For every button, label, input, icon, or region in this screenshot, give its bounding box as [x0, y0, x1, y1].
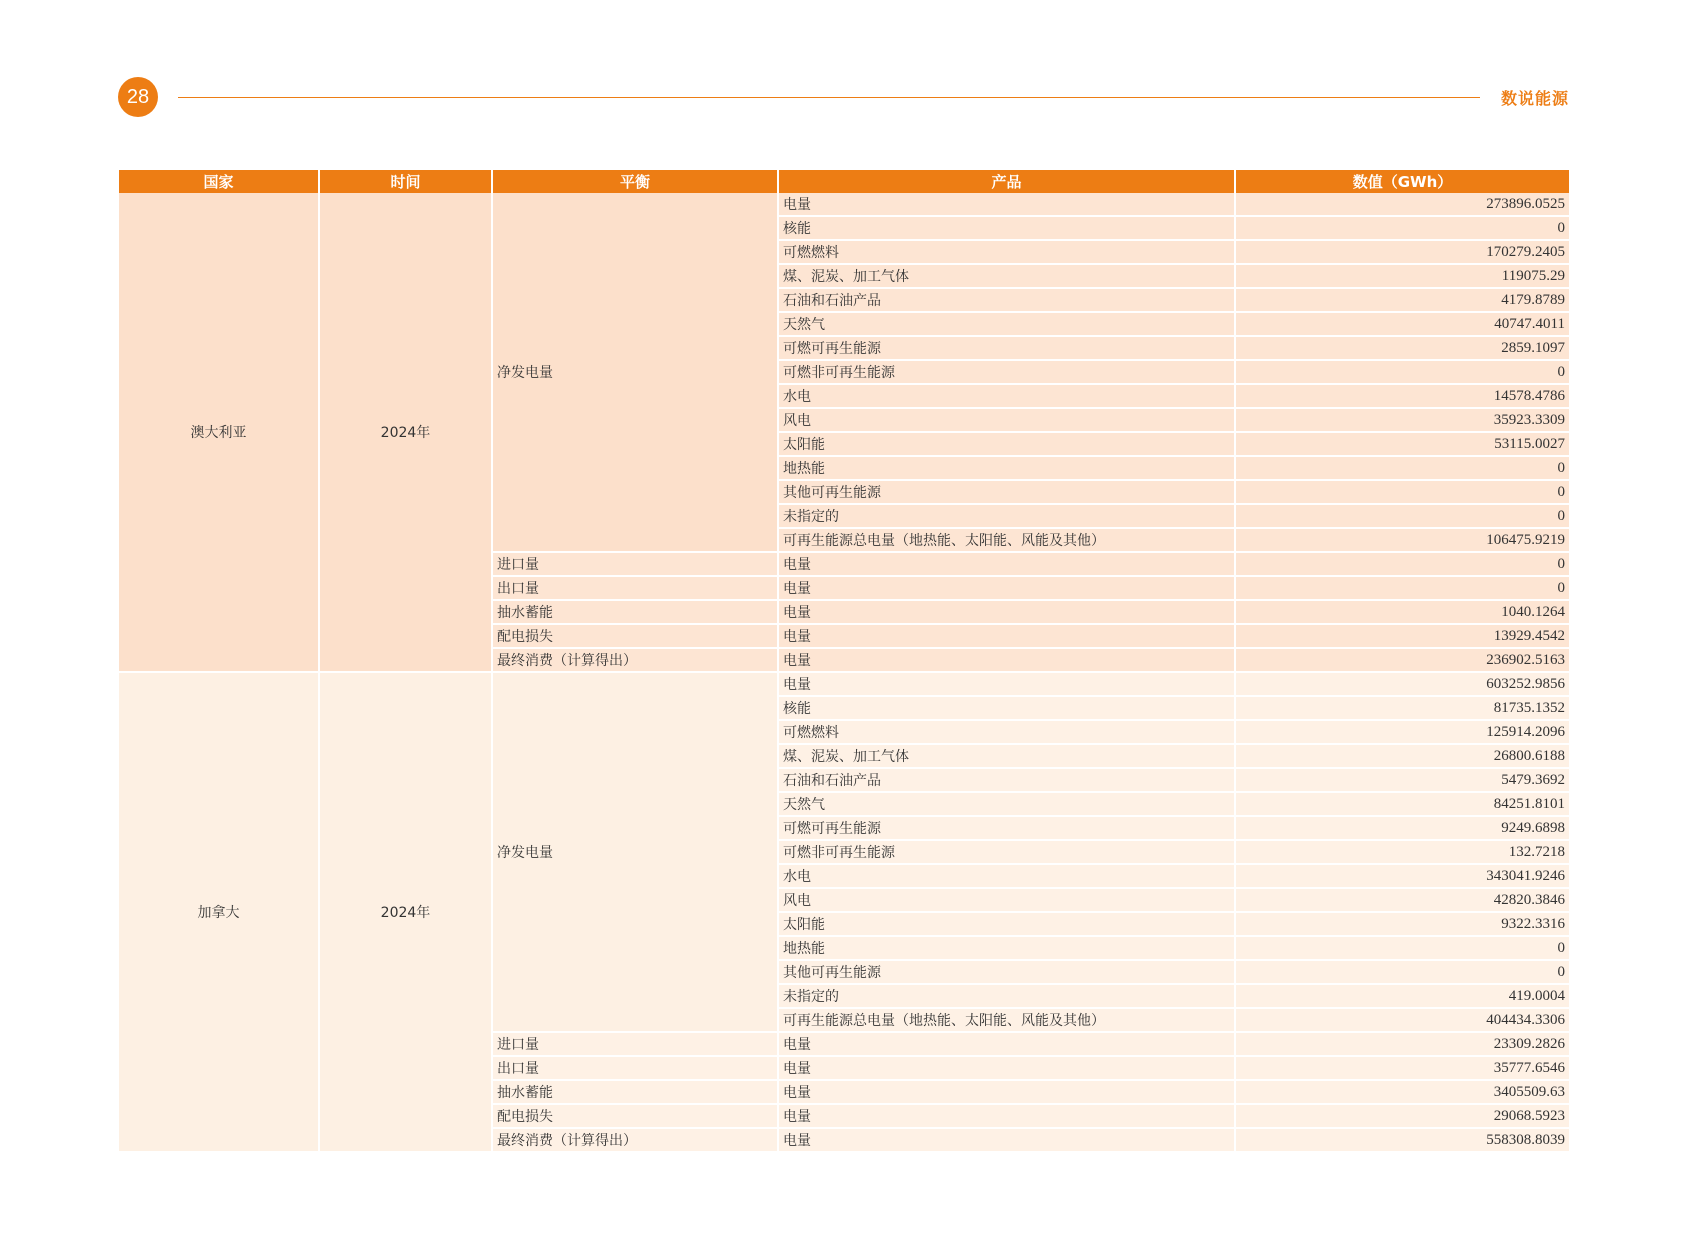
balance-cell: 净发电量	[492, 193, 778, 552]
product-cell: 核能	[778, 216, 1235, 240]
product-cell: 电量	[778, 1080, 1235, 1104]
value-cell: 0	[1235, 216, 1569, 240]
value-cell: 40747.4011	[1235, 312, 1569, 336]
balance-cell: 进口量	[492, 552, 778, 576]
value-cell: 35777.6546	[1235, 1056, 1569, 1080]
value-cell: 35923.3309	[1235, 408, 1569, 432]
product-cell: 电量	[778, 1104, 1235, 1128]
product-cell: 电量	[778, 552, 1235, 576]
product-cell: 电量	[778, 576, 1235, 600]
value-cell: 0	[1235, 480, 1569, 504]
value-cell: 419.0004	[1235, 984, 1569, 1008]
balance-cell: 抽水蓄能	[492, 1080, 778, 1104]
table-body	[119, 193, 1569, 1152]
value-cell: 2859.1097	[1235, 336, 1569, 360]
value-cell: 9322.3316	[1235, 912, 1569, 936]
value-cell: 273896.0525	[1235, 193, 1569, 216]
balance-cell: 配电损失	[492, 1104, 778, 1128]
time-cell: 2024年	[319, 193, 492, 672]
value-cell: 0	[1235, 552, 1569, 576]
table-row	[119, 193, 1569, 216]
product-cell: 电量	[778, 600, 1235, 624]
value-cell: 13929.4542	[1235, 624, 1569, 648]
section-title: 数说能源	[1500, 89, 1569, 108]
value-cell: 0	[1235, 576, 1569, 600]
balance-cell: 进口量	[492, 1032, 778, 1056]
balance-cell: 出口量	[492, 1056, 778, 1080]
product-cell: 电量	[778, 1056, 1235, 1080]
product-cell: 电量	[778, 624, 1235, 648]
product-cell: 电量	[778, 1032, 1235, 1056]
value-cell: 53115.0027	[1235, 432, 1569, 456]
time-cell: 2024年	[319, 672, 492, 1152]
balance-cell: 最终消费（计算得出）	[492, 648, 778, 672]
product-cell: 未指定的	[778, 504, 1235, 528]
value-cell: 42820.3846	[1235, 888, 1569, 912]
value-cell: 603252.9856	[1235, 672, 1569, 696]
value-cell: 125914.2096	[1235, 720, 1569, 744]
product-cell: 地热能	[778, 936, 1235, 960]
table-header-row	[119, 170, 1569, 193]
energy-balance-table	[119, 170, 1569, 1153]
product-cell: 可燃可再生能源	[778, 816, 1235, 840]
product-cell: 石油和石油产品	[778, 768, 1235, 792]
product-cell: 地热能	[778, 456, 1235, 480]
product-cell: 可燃可再生能源	[778, 336, 1235, 360]
product-cell: 可再生能源总电量（地热能、太阳能、风能及其他）	[778, 528, 1235, 552]
balance-cell: 抽水蓄能	[492, 600, 778, 624]
country-cell: 澳大利亚	[119, 193, 319, 672]
value-cell: 0	[1235, 936, 1569, 960]
product-cell: 天然气	[778, 312, 1235, 336]
product-cell: 天然气	[778, 792, 1235, 816]
page-number: 28	[118, 77, 158, 117]
country-cell: 加拿大	[119, 672, 319, 1152]
value-cell: 170279.2405	[1235, 240, 1569, 264]
value-cell: 119075.29	[1235, 264, 1569, 288]
value-cell: 9249.6898	[1235, 816, 1569, 840]
product-cell: 太阳能	[778, 432, 1235, 456]
value-cell: 3405509.63	[1235, 1080, 1569, 1104]
product-cell: 可再生能源总电量（地热能、太阳能、风能及其他）	[778, 1008, 1235, 1032]
balance-cell: 净发电量	[492, 672, 778, 1032]
value-cell: 236902.5163	[1235, 648, 1569, 672]
value-cell: 4179.8789	[1235, 288, 1569, 312]
value-cell: 26800.6188	[1235, 744, 1569, 768]
column-header-balance: 平衡	[492, 170, 778, 193]
balance-cell: 出口量	[492, 576, 778, 600]
value-cell: 23309.2826	[1235, 1032, 1569, 1056]
product-cell: 电量	[778, 1128, 1235, 1152]
product-cell: 石油和石油产品	[778, 288, 1235, 312]
balance-cell: 配电损失	[492, 624, 778, 648]
product-cell: 煤、泥炭、加工气体	[778, 744, 1235, 768]
column-header-value: 数值（GWh）	[1235, 170, 1569, 193]
column-header-country: 国家	[119, 170, 319, 193]
value-cell: 0	[1235, 504, 1569, 528]
value-cell: 81735.1352	[1235, 696, 1569, 720]
column-header-product: 产品	[778, 170, 1235, 193]
balance-cell: 最终消费（计算得出）	[492, 1128, 778, 1152]
value-cell: 343041.9246	[1235, 864, 1569, 888]
table-row	[119, 672, 1569, 696]
product-cell: 未指定的	[778, 984, 1235, 1008]
product-cell: 水电	[778, 384, 1235, 408]
product-cell: 其他可再生能源	[778, 480, 1235, 504]
value-cell: 1040.1264	[1235, 600, 1569, 624]
product-cell: 煤、泥炭、加工气体	[778, 264, 1235, 288]
value-cell: 106475.9219	[1235, 528, 1569, 552]
value-cell: 14578.4786	[1235, 384, 1569, 408]
product-cell: 可燃燃料	[778, 720, 1235, 744]
value-cell: 404434.3306	[1235, 1008, 1569, 1032]
value-cell: 558308.8039	[1235, 1128, 1569, 1152]
product-cell: 水电	[778, 864, 1235, 888]
page-header	[0, 0, 1683, 140]
product-cell: 电量	[778, 193, 1235, 216]
product-cell: 风电	[778, 408, 1235, 432]
value-cell: 0	[1235, 960, 1569, 984]
value-cell: 5479.3692	[1235, 768, 1569, 792]
product-cell: 太阳能	[778, 912, 1235, 936]
product-cell: 电量	[778, 672, 1235, 696]
product-cell: 风电	[778, 888, 1235, 912]
product-cell: 其他可再生能源	[778, 960, 1235, 984]
value-cell: 0	[1235, 360, 1569, 384]
header-divider	[178, 97, 1480, 98]
product-cell: 可燃燃料	[778, 240, 1235, 264]
product-cell: 电量	[778, 648, 1235, 672]
value-cell: 29068.5923	[1235, 1104, 1569, 1128]
product-cell: 可燃非可再生能源	[778, 840, 1235, 864]
value-cell: 0	[1235, 456, 1569, 480]
column-header-time: 时间	[319, 170, 492, 193]
product-cell: 核能	[778, 696, 1235, 720]
value-cell: 84251.8101	[1235, 792, 1569, 816]
value-cell: 132.7218	[1235, 840, 1569, 864]
product-cell: 可燃非可再生能源	[778, 360, 1235, 384]
